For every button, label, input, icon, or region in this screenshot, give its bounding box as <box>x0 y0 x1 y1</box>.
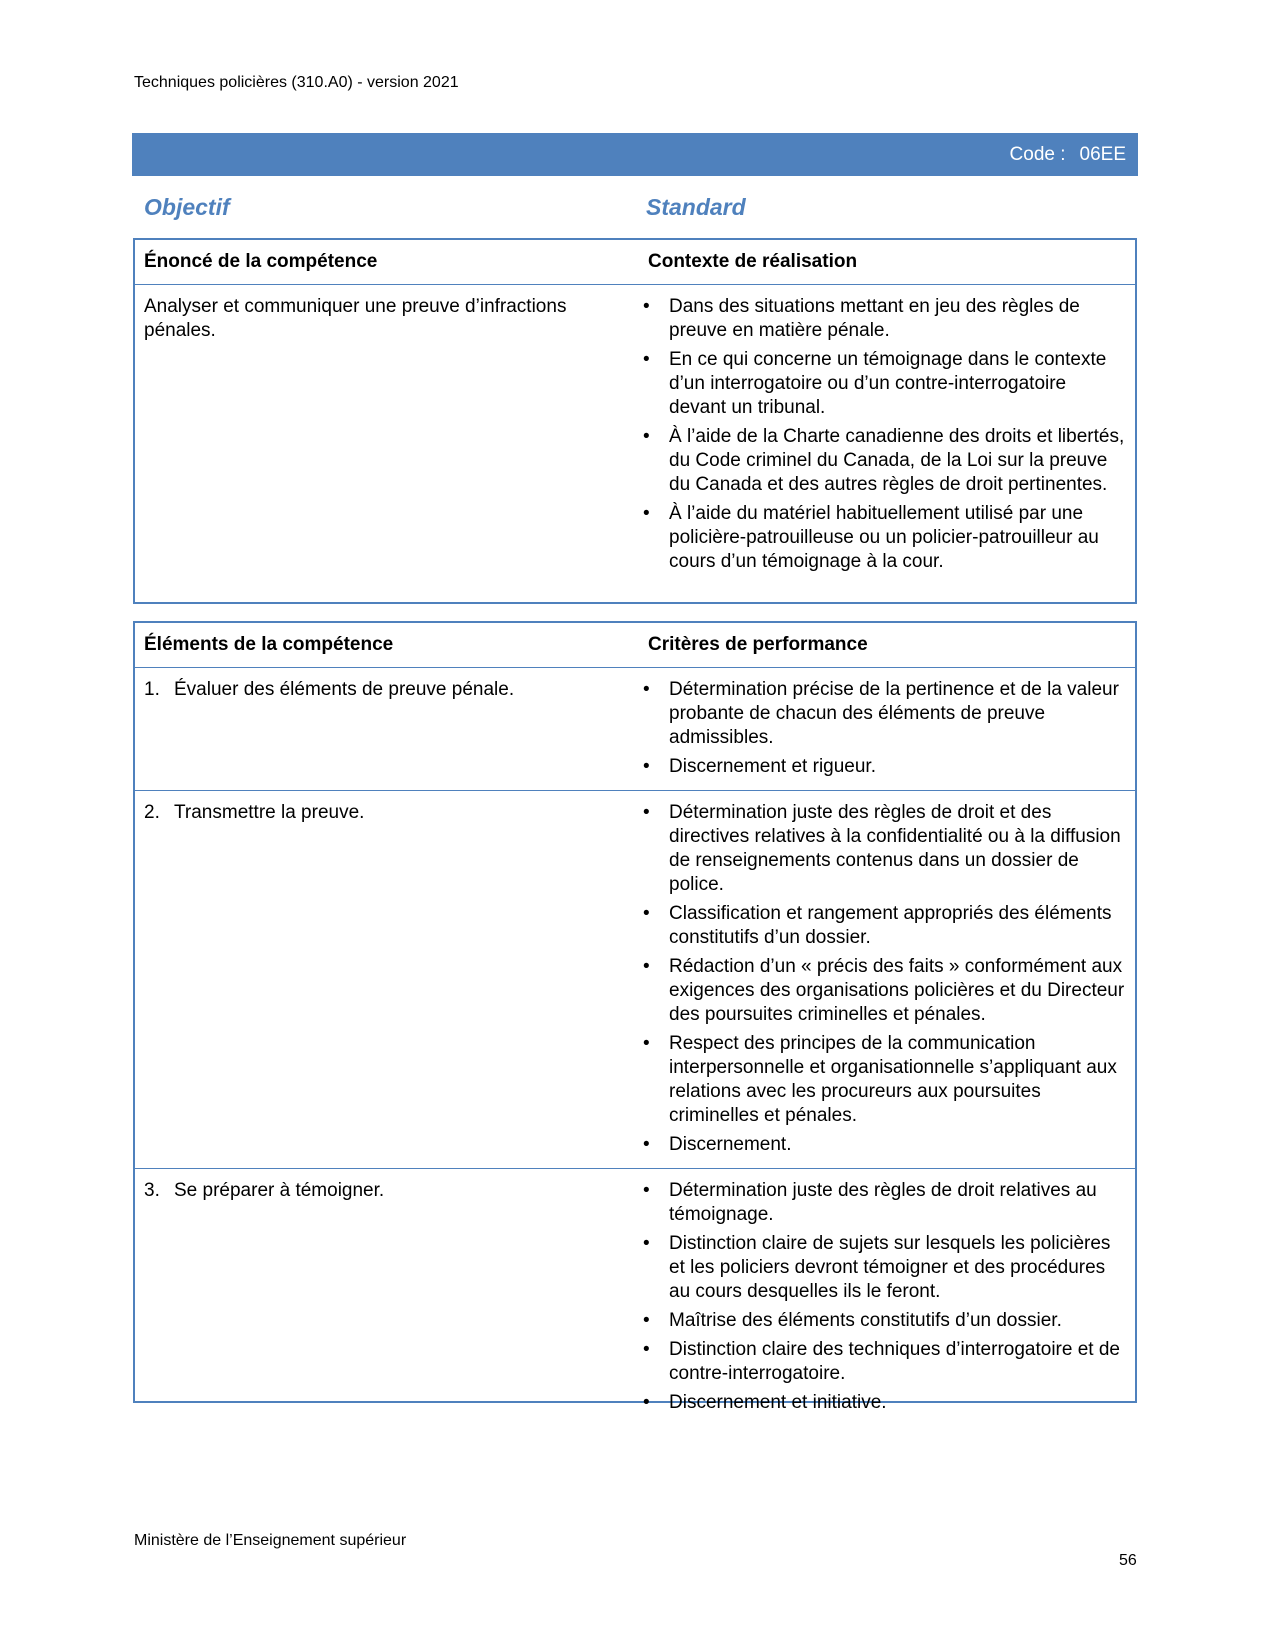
code-bar <box>132 133 1138 176</box>
bullet-icon: • <box>643 349 650 370</box>
context-item: • En ce qui concerne un témoignage dans le contexte d’un interrogatoire ou d’un contre-interrogatoire devant un tribunal. <box>643 349 1107 418</box>
criteria-item: • Distinction claire de sujets sur lesquels les policières et les policiers devront témoigner et des procédures au cours desquelles ils le feront. <box>643 1233 1111 1302</box>
context-item: • À l’aide du matériel habituellement utilisé par une policière-patrouilleuse ou un policier-patrouilleur au cours d’un témoignage à la cour. <box>643 503 1099 572</box>
element-row <box>135 790 1135 1168</box>
element-number: 3. <box>144 1180 160 1201</box>
criteria-item: • Détermination précise de la pertinence et de la valeur probante de chacun des éléments de preuve admissibles. <box>643 679 1119 748</box>
criteria-item: • Maîtrise des éléments constitutifs d’un dossier. <box>643 1310 1062 1331</box>
bullet-icon: • <box>643 1033 650 1054</box>
competence-row <box>135 285 1135 585</box>
page-number: 56 <box>1119 1552 1137 1569</box>
element-text: Évaluer des éléments de preuve pénale. <box>174 679 515 700</box>
code-value: 06EE <box>1079 143 1126 165</box>
criteria-list <box>637 801 1127 1157</box>
bullet-icon: • <box>643 956 650 977</box>
context-header: Contexte de réalisation <box>648 251 858 272</box>
running-header: Techniques policières (310.A0) - version 2021 <box>134 74 459 91</box>
bullet-icon: • <box>643 1180 650 1201</box>
code-label: Code : <box>1009 143 1066 165</box>
bullet-icon: • <box>643 903 650 924</box>
element-number: 1. <box>144 679 160 700</box>
bullet-icon: • <box>643 1339 650 1360</box>
criteria-item: • Rédaction d’un « précis des faits » conformément aux exigences des organisations policières et du Directeur des poursuites criminelles et pénales. <box>643 956 1125 1025</box>
statement-header: Énoncé de la compétence <box>144 251 378 272</box>
bullet-icon: • <box>643 1392 650 1413</box>
criteria-header: Critères de performance <box>648 634 868 655</box>
criteria-item: • Détermination juste des règles de droit relatives au témoignage. <box>643 1180 1097 1225</box>
context-item: • À l’aide de la Charte canadienne des droits et libertés, du Code criminel du Canada, de la Loi sur la preuve du Canada et des autres règles de droit pertinentes. <box>643 426 1125 495</box>
criteria-list <box>637 678 1127 779</box>
bullet-icon: • <box>643 802 650 823</box>
bullet-icon: • <box>643 756 650 777</box>
elements-table-header <box>135 623 1135 668</box>
bullet-icon: • <box>643 1233 650 1254</box>
standard-title: Standard <box>646 194 746 220</box>
competence-statement: Analyser et communiquer une preuve d’infractions pénales. <box>144 296 567 341</box>
bullet-icon: • <box>643 296 650 317</box>
element-text: Transmettre la preuve. <box>174 802 365 823</box>
criteria-item: • Discernement. <box>643 1134 792 1155</box>
elements-table <box>133 621 1137 1413</box>
criteria-item: • Discernement et initiative. <box>643 1392 887 1413</box>
competence-table <box>133 238 1137 604</box>
bullet-icon: • <box>643 1134 650 1155</box>
bullet-icon: • <box>643 1310 650 1331</box>
bullet-icon: • <box>643 426 650 447</box>
bullet-icon: • <box>643 679 650 700</box>
element-row <box>135 1168 1135 1426</box>
objectif-title: Objectif <box>144 194 230 220</box>
criteria-item: • Discernement et rigueur. <box>643 756 876 777</box>
criteria-item: • Distinction claire des techniques d’interrogatoire et de contre-interrogatoire. <box>643 1339 1120 1384</box>
bullet-icon: • <box>643 503 650 524</box>
criteria-item: • Classification et rangement appropriés des éléments constitutifs d’un dossier. <box>643 903 1112 948</box>
footer-ministry: Ministère de l’Enseignement supérieur <box>134 1532 407 1549</box>
element-number: 2. <box>144 802 160 823</box>
criteria-item: • Respect des principes de la communication interpersonnelle et organisationnelle s’appliquant aux relations avec les procureurs aux poursuites criminelles et pénales. <box>643 1033 1117 1126</box>
elements-header: Éléments de la compétence <box>144 634 394 655</box>
criteria-item: • Détermination juste des règles de droit et des directives relatives à la confidentialité ou à la diffusion de renseignements contenus dans un dossier de police. <box>643 802 1121 895</box>
element-row <box>135 668 1135 790</box>
context-item: • Dans des situations mettant en jeu des règles de preuve en matière pénale. <box>643 296 1080 341</box>
element-text: Se préparer à témoigner. <box>174 1180 385 1201</box>
context-list <box>637 295 1127 574</box>
competence-table-header <box>135 240 1135 285</box>
criteria-list <box>637 1179 1127 1415</box>
